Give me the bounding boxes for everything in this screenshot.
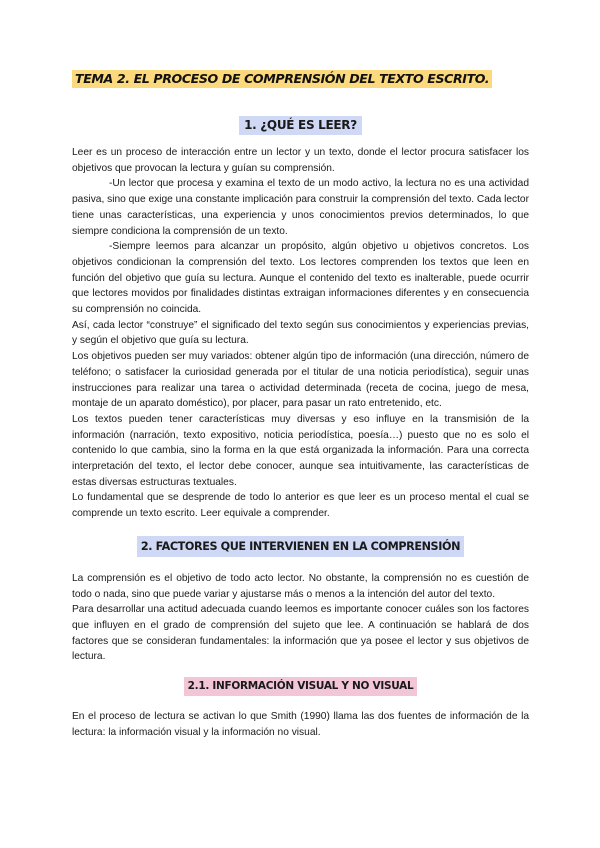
section-1-body	[72, 145, 529, 522]
section-1-heading: 1. ¿QUÉ ES LEER?	[239, 116, 362, 135]
section-2-1-body	[72, 709, 529, 740]
section-2-heading: 2. FACTORES QUE INTERVIENEN EN LA COMPRENSIÓN	[137, 536, 464, 557]
section-2-1-heading: 2.1. INFORMACIÓN VISUAL Y NO VISUAL	[184, 677, 418, 696]
paragraph: Leer es un proceso de interacción entre un lector y un texto, donde el lector procura satisfacer los objetivos que provocan la lectura y guían su comprensión.	[72, 147, 529, 174]
paragraph: Los objetivos pueden ser muy variados: obtener algún tipo de información (una dirección, número de teléfono; o satisfacer la curiosidad generada por el titular de una noticia periodística), seguir unas instrucciones para realizar una tarea o actividad determinada (receta de cocina, juego de mesa, montaje de un aparato doméstico), por placer, para pasar un rato entretenido, etc.	[72, 351, 529, 410]
paragraph: -Un lector que procesa y examina el texto de un modo activo, la lectura no es una actividad pasiva, sino que exige una constante implicación para construir la comprensión del texto. Cada lector tiene unas características, una experiencia y unos conocimientos previos determinados, lo que siempre condiciona la comprensión de un texto.	[72, 178, 529, 237]
paragraph: En el proceso de lectura se activan lo que Smith (1990) llama las dos fuentes de información de la lectura: la información visual y la información no visual.	[72, 711, 529, 738]
paragraph: Los textos pueden tener características muy diversas y eso influye en la transmisión de la información (narración, texto expositivo, noticia periodística, poesía…) puesto que no es solo el contenido lo que cambia, sino la forma en la que está organizada la información. Para una correcta interpretación del texto, el lector debe conocer, aunque sea intuitivamente, las características de estas diversas estructuras textuales.	[72, 413, 529, 488]
document-content	[72, 70, 529, 741]
paragraph: -Siempre leemos para alcanzar un propósito, algún objetivo u objetivos concretos. Los objetivos condicionan la comprensión del texto. Los lectores comprenden los textos que leen en función del objetivo que guía su lectura. Aunque el contenido del texto es inalterable, puede ocurrir que lectores movidos por finalidades distintas extraigan informaciones diferentes y en consecuencia su comprensión no coincida.	[72, 241, 529, 316]
paragraph: Así, cada lector “construye” el significado del texto según sus conocimientos y experiencias previas, y según el objetivo que guía su lectura.	[72, 319, 529, 347]
section-1-heading-row	[72, 88, 529, 135]
main-title-row	[72, 70, 529, 88]
paragraph: La comprensión es el objetivo de todo acto lector. No obstante, la comprensión no es cuestión de todo o nada, sino que puede variar y ajustarse más o menos a la intención del autor del texto.	[72, 572, 529, 600]
paragraph: Para desarrollar una actitud adecuada cuando leemos es importante conocer cuáles son los factores que influyen en el grado de comprensión del sujeto que lee. A continuación se hablará de dos factores que se consideran fundamentales: la información que ya posee el lector y sus objetivos de lectura.	[72, 604, 529, 663]
section-2-1-heading-row	[72, 665, 529, 696]
section-2-body	[72, 571, 529, 665]
paragraph: Lo fundamental que se desprende de todo lo anterior es que leer es un proceso mental el cual se comprende un texto escrito. Leer equivale a comprender.	[72, 492, 529, 520]
document-title: TEMA 2. EL PROCESO DE COMPRENSIÓN DEL TEXTO ESCRITO.	[72, 70, 492, 88]
section-2-heading-row	[72, 522, 529, 557]
